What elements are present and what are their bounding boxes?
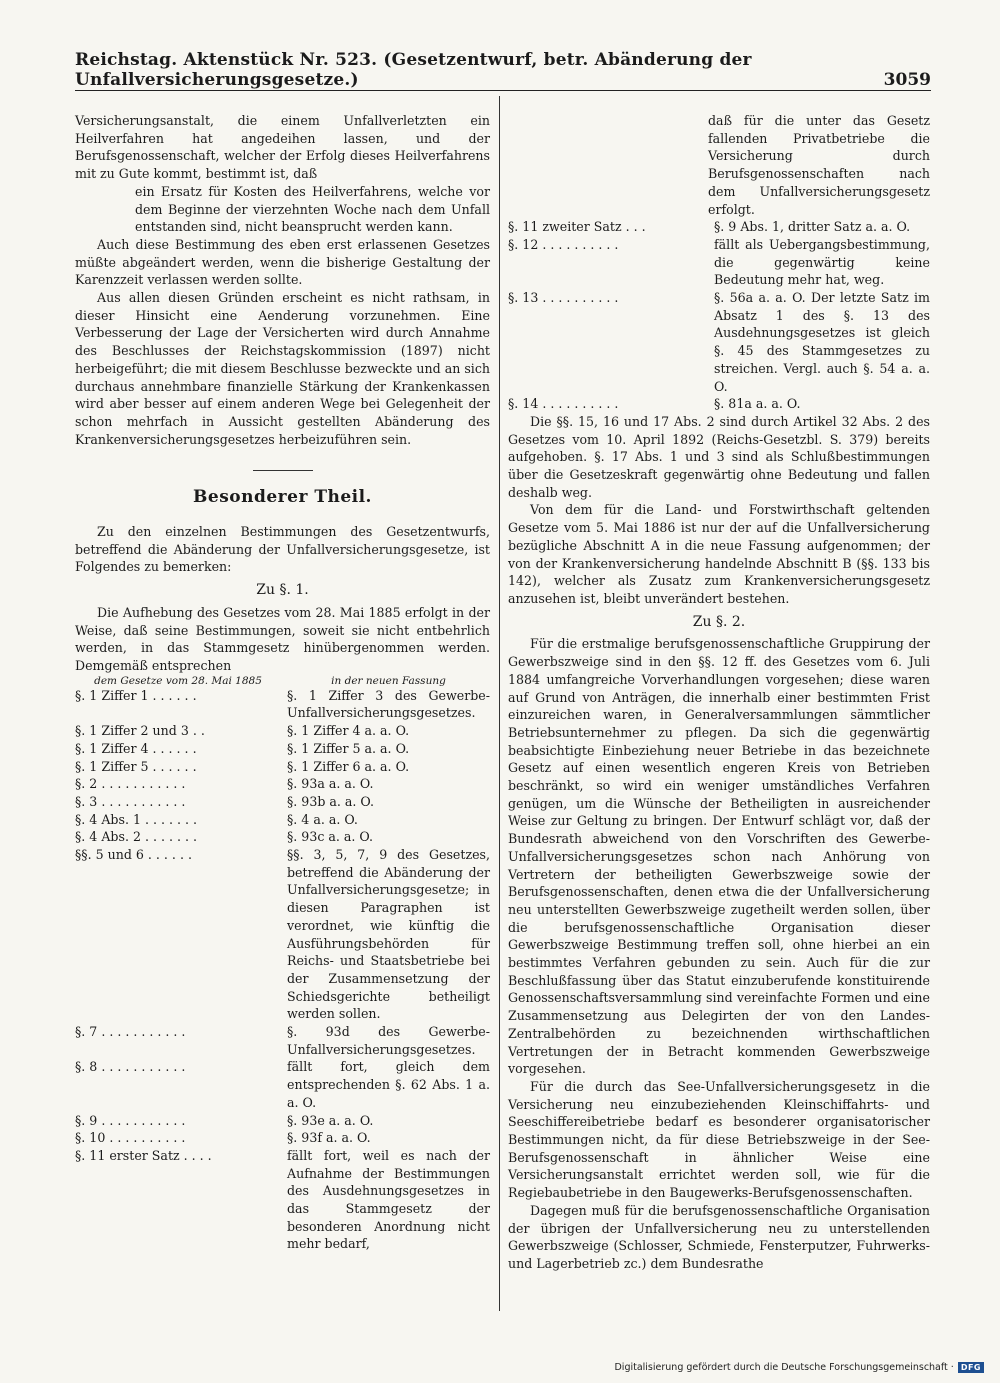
table-cell: §. 4 a. a. O.: [287, 811, 358, 827]
table-cell: §. 10 . . . . . . . . . .: [75, 1130, 186, 1146]
paragraph: Versicherungsanstalt, die einem Unfallverletzten ein Heilverfahren hat angedeihen lassen, und der Berufsgenossenschaft, welcher der Erfolg dieses Heilverfahrens mit zu Gute kommt, bestimmt ist, daß: [75, 113, 490, 182]
table-cell: §. 93c a. a. O.: [287, 829, 374, 845]
paragraph: Für die erstmalige berufsgenossenschaftliche Gruppirung der Gewerbszweige sind in den §§. 12 ff. des Gesetzes vom 6. Juli 1884 umfangreiche Vorverhandlungen vorgesehen; diese waren auf Grund von Anträgen, die innerhalb einer bestimmten Frist einzureichen waren, in Generalversammlungen sämmtlicher Betriebsunternehmer zu pflegen. Da sich die gegenwärtig beabsichtigte Einbeziehung neuer Betriebe in das bezeichnete Gesetz auf einen wesentlich engeren Kreis von Betrieben beschränkt, so wird ein weniger umständliches Verfahren genügen, um die Wünsche der Betheiligten in ausreichender Weise zur Geltung zu bringen. Der Entwurf schlägt vor, daß der Bundesrath abweichend von den Vorschriften des Gewerbe-Unfallversicherungsgesetzes schon nach Anhörung von Vertretern der betheiligten Gewerbszweige sowie der Berufsgenossenschaften, denen etwa die der Unfallversicherung neu unterstellten Gewerbszweige zugetheilt werden sollen, über die berufsgenossenschaftliche Organisation dieser Gewerbszweige Bestimmung treffen soll, ohne hierbei an ein bestimmtes Verfahren gebunden zu sein. Auch für die zur Beschlußfassung über das Statut einzuberufende konstituirende Genossenschaftsversammlung sind vereinfachte Formen und eine Zusammensetzung aus Delegirten der von den Landes-Zentralbehörden zu bezeichnenden wirthschaftlichen Vertretungen der in Betracht kommenden Gewerbszweige vorgesehen.: [508, 636, 930, 1077]
column-header: in der neuen Fassung: [331, 674, 446, 687]
page-number: 3059: [883, 70, 931, 90]
table-cell: §. 8 . . . . . . . . . . .: [75, 1059, 186, 1075]
section-rule: [253, 470, 313, 471]
table-cell: §. 1 Ziffer 4 . . . . . .: [75, 740, 197, 756]
credit-text: Digitalisierung gefördert durch die Deutsche Forschungsgemeinschaft ·: [614, 1362, 954, 1373]
left-column: [75, 112, 490, 1253]
paragraph: Dagegen muß für die berufsgenossenschaftliche Organisation der übrigen der Unfallversicherung neu zu unterstellenden Gewerbszweige (Schlosser, Schmiede, Fensterputzer, Fuhrwerks- und Lagerbetrieb zc.) dem Bundesrathe: [508, 1202, 930, 1271]
table-row: [75, 846, 490, 1023]
table-cell: fällt als Uebergangsbestimmung, die gegenwärtig keine Bedeutung mehr hat, weg.: [714, 236, 930, 288]
dfg-logo-icon: DFG: [958, 1362, 984, 1373]
table-cell: §. 93e a. a. O.: [287, 1112, 374, 1128]
paragraph: Aus allen diesen Gründen erscheint es nicht rathsam, in dieser Hinsicht eine Aenderung vorzunehmen. Eine Verbesserung der Lage der Versicherten wird durch Annahme des Beschlusses der Reichstagskommission (1897) nicht herbeigeführt; die mit diesem Beschlusse bezweckte und an sich durchaus annehmbare finanzielle Stärkung der Krankenkassen wird aber besser auf einem anderen Wege bei Gelegenheit der schon mehrfach in Aussicht gestellten Abänderung des Krankenversicherungsgesetzes herbeizuführen sein.: [75, 290, 490, 447]
section-title: Besonderer Theil.: [193, 487, 372, 508]
table-cell: §. 2 . . . . . . . . . . .: [75, 776, 186, 792]
table-cell: §. 3 . . . . . . . . . . .: [75, 793, 186, 809]
table-cell: §. 93d des Gewerbe-Unfallversicherungsgesetzes.: [287, 1024, 490, 1057]
table-row: [508, 236, 930, 289]
table-cell: §. 1 Ziffer 5 a. a. O.: [287, 740, 410, 756]
column-divider: [499, 96, 500, 1311]
table-row: [75, 740, 490, 758]
table-row: [75, 811, 490, 829]
table-row: [75, 1058, 490, 1111]
subheading: Zu §. 1.: [256, 582, 309, 599]
table-header-row: [75, 675, 490, 687]
table-cell: §. 93b a. a. O.: [287, 793, 375, 809]
table-cell: §§. 3, 5, 7, 9 des Gesetzes, betreffend die Abänderung der Unfallversicherungsgesetze; in diesen Paragraphen ist verordnet, wie künftig die Ausführungsbehörden für Reichs- und Staatsbetriebe bei der Zusammensetzung der Schiedsgerichte betheiligt werden sollen.: [287, 847, 490, 1022]
table-cell: §§. 5 und 6 . . . . . .: [75, 847, 192, 863]
table-cell: §. 14 . . . . . . . . . .: [508, 396, 619, 412]
table-row: [75, 1147, 490, 1253]
table-continuation: daß für die unter das Gesetz fallenden Privatbetriebe die Versicherung durch Berufsgenossenschaften nach dem Unfallversicherungsgesetz erfolgt.: [708, 113, 930, 217]
header-title: Reichstag. Aktenstück Nr. 523. (Gesetzentwurf, betr. Abänderung der Unfallversicherungsgesetze.): [75, 50, 752, 90]
table-row: [508, 218, 930, 236]
table-cell: §. 1 Ziffer 2 und 3 . .: [75, 723, 205, 739]
table-cell: §. 4 Abs. 2 . . . . . . .: [75, 829, 198, 845]
table-cell: fällt fort, weil es nach der Aufnahme der Bestimmungen des Ausdehnungsgesetzes in das Stammgesetz der besonderen Anordnung nicht mehr bedarf,: [287, 1147, 490, 1252]
table-row: [75, 758, 490, 776]
table-cell: §. 93a a. a. O.: [287, 776, 374, 792]
paragraph: Die Aufhebung des Gesetzes vom 28. Mai 1885 erfolgt in der Weise, daß seine Bestimmungen, soweit sie nicht entbehrlich werden, in das Stammgesetz hinübergenommen werden. Demgemäß entsprechen: [75, 604, 490, 673]
quoted-provision: ein Ersatz für Kosten des Heilverfahrens, welche vor dem Beginne der vierzehnten Woche nach dem Unfall entstanden sind, nicht beansprucht werden kann.: [135, 183, 490, 235]
table-cell: §. 9 Abs. 1, dritter Satz a. a. O.: [714, 219, 911, 235]
table-cell: §. 1 Ziffer 4 a. a. O.: [287, 723, 410, 739]
table-cell: §. 93f a. a. O.: [287, 1130, 371, 1146]
table-cell: §. 12 . . . . . . . . . .: [508, 236, 619, 252]
column-header: dem Gesetze vom 28. Mai 1885: [94, 674, 262, 687]
subheading: Zu §. 2.: [692, 613, 746, 630]
table-cell: §. 11 zweiter Satz . . .: [508, 219, 646, 235]
digitization-credit: [614, 1362, 984, 1373]
right-column: [508, 112, 930, 1273]
page-header: [75, 50, 931, 91]
table-row: [75, 722, 490, 740]
paragraph: Für die durch das See-Unfallversicherungsgesetz in die Versicherung neu einzubeziehenden Kleinschiffahrts- und Seeschiffereibetriebe bedarf es besonderer organisatorischer Bestimmungen nicht, da für diese Betriebszweige in der See-Berufsgenossenschaft in ähnlicher Weise eine Versicherungsanstalt errichtet werden soll, wie für die Regiebaubetriebe in den Baugewerks-Berufsgenossenschaften.: [508, 1078, 930, 1201]
table-cell: §. 13 . . . . . . . . . .: [508, 290, 619, 306]
table-cell: §. 9 . . . . . . . . . . .: [75, 1112, 186, 1128]
table-row: [75, 1023, 490, 1058]
paragraph: Von dem für die Land- und Forstwirthschaft geltenden Gesetze vom 5. Mai 1886 ist nur der auf die Unfallversicherung bezügliche Abschnitt A in die neue Fassung aufgenommen; der von der Krankenversicherung handelnde Abschnitt B (§§. 133 bis 142), welcher als Zusatz zum Krankenversicherungsgesetz anzusehen ist, bleibt unverändert bestehen.: [508, 502, 930, 606]
table-row: [75, 1129, 490, 1147]
paragraph: Die §§. 15, 16 und 17 Abs. 2 sind durch Artikel 32 Abs. 2 des Gesetzes vom 10. April 1892 (Reichs-Gesetzbl. S. 379) bereits aufgehoben. §. 17 Abs. 1 und 3 sind als Schlußbestimmungen über die Gesetzeskraft gegenwärtig ohne Bedeutung und fallen deshalb weg.: [508, 413, 930, 500]
correspondence-table: [75, 675, 490, 1254]
table-row: [508, 395, 930, 413]
table-cell: §. 81a a. a. O.: [714, 396, 801, 412]
table-row: [508, 289, 930, 395]
table-row: [75, 775, 490, 793]
table-row: [75, 828, 490, 846]
table-cell: §. 1 Ziffer 3 des Gewerbe-Unfallversicherungsgesetzes.: [287, 687, 490, 721]
table-row: [75, 687, 490, 722]
table-cell: fällt fort, gleich dem entsprechenden §. 62 Abs. 1 a. a. O.: [287, 1059, 490, 1110]
correspondence-table-continued: [508, 218, 930, 413]
table-cell: §. 56a a. a. O. Der letzte Satz im Absatz 1 des §. 13 des Ausdehnungsgesetzes ist gleich §. 45 des Stammgesetzes zu streichen. Vergl. auch §. 54 a. a. O.: [714, 290, 930, 394]
table-cell: §. 1 Ziffer 5 . . . . . .: [75, 758, 197, 774]
table-cell: §. 4 Abs. 1 . . . . . . .: [75, 811, 198, 827]
table-cell: §. 7 . . . . . . . . . . .: [75, 1024, 186, 1040]
table-cell: §. 1 Ziffer 6 a. a. O.: [287, 758, 410, 774]
table-row: [75, 793, 490, 811]
table-cell: §. 11 erster Satz . . . .: [75, 1147, 212, 1163]
paragraph: Zu den einzelnen Bestimmungen des Gesetzentwurfs, betreffend die Abänderung der Unfallversicherungsgesetze, ist Folgendes zu bemerken:: [75, 524, 490, 575]
table-row: [75, 1112, 490, 1130]
table-cell: §. 1 Ziffer 1 . . . . . .: [75, 687, 197, 703]
paragraph: Auch diese Bestimmung des eben erst erlassenen Gesetzes müßte abgeändert werden, wenn die bisherige Gestaltung der Karenzzeit verlassen werden sollte.: [75, 236, 490, 288]
